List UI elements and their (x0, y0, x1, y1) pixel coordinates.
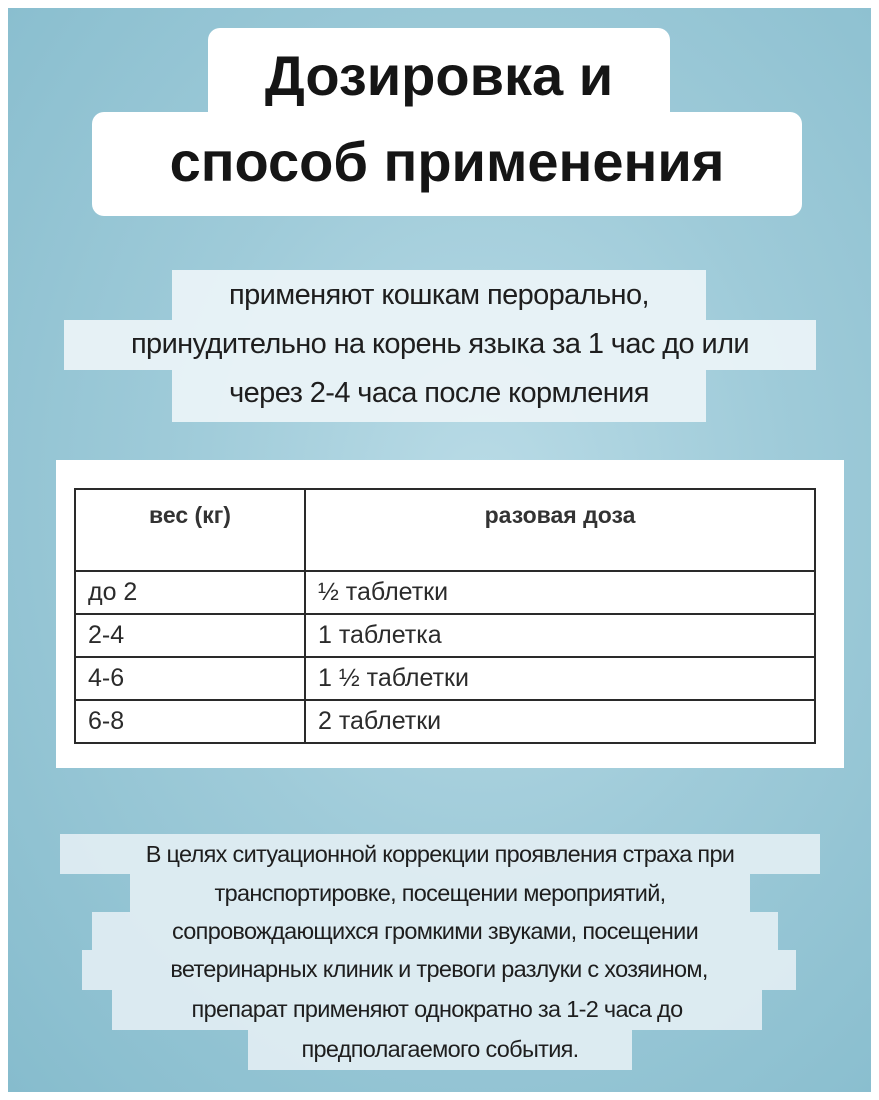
dose-cell: 1 ½ таблетки (305, 657, 815, 700)
dosage-table (74, 488, 816, 744)
intro-line-2: принудительно на корень языка за 1 час до или (64, 320, 816, 370)
note-line-6: предполагаемого события. (248, 1030, 632, 1070)
note-line-3: сопровождающихся громкими звуками, посещении (92, 912, 778, 950)
header-weight: вес (кг) (75, 489, 305, 571)
dose-cell: 2 таблетки (305, 700, 815, 743)
title-line-2: способ применения (92, 112, 802, 216)
table-row (75, 700, 815, 743)
table-row (75, 614, 815, 657)
weight-cell: до 2 (75, 571, 305, 614)
intro-line-3: через 2-4 часа после кормления (172, 370, 706, 422)
table-row (75, 657, 815, 700)
dosage-table-card (56, 460, 844, 768)
intro-line-1: применяют кошкам перорально, (172, 270, 706, 320)
note-line-2: транспортировке, посещении мероприятий, (130, 874, 750, 912)
weight-cell: 6-8 (75, 700, 305, 743)
table-row (75, 571, 815, 614)
weight-cell: 4-6 (75, 657, 305, 700)
header-dose: разовая доза (305, 489, 815, 571)
note-line-5: препарат применяют однократно за 1-2 часа до (112, 990, 762, 1030)
table-header-row (75, 489, 815, 571)
title-line-1: Дозировка и (208, 28, 670, 124)
info-card (8, 8, 871, 1092)
note-line-4: ветеринарных клиник и тревоги разлуки с хозяином, (82, 950, 796, 990)
note-line-1: В целях ситуационной коррекции проявления страха при (60, 834, 820, 874)
dose-cell: ½ таблетки (305, 571, 815, 614)
weight-cell: 2-4 (75, 614, 305, 657)
dose-cell: 1 таблетка (305, 614, 815, 657)
